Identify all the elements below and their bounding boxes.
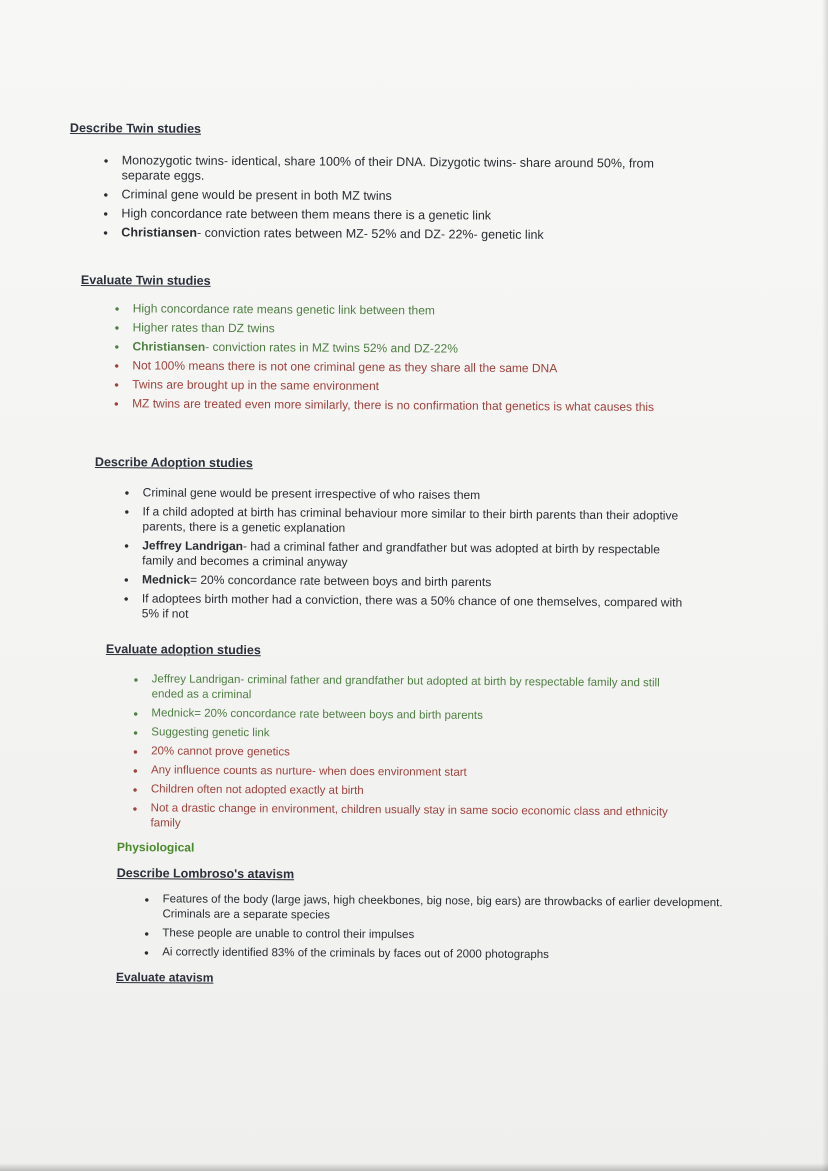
list-item: • Criminal gene would be present in both MZ twins xyxy=(100,187,690,206)
section-evaluate-adoption xyxy=(104,642,725,840)
section-evaluate-twin xyxy=(80,273,701,419)
heading-evaluate-adoption: Evaluate adoption studies xyxy=(105,642,261,658)
researcher-name: Jeffrey Landrigan xyxy=(142,538,244,554)
list-item xyxy=(99,225,689,244)
list-item: • MZ twins are treated even more similarly, there is no confirmation that genetics is what causes this xyxy=(110,396,672,415)
heading-describe-adoption: Describe Adoption studies xyxy=(94,455,253,471)
list-lombroso xyxy=(140,892,736,964)
list-item: • Children often not adopted exactly at birth xyxy=(129,782,725,802)
heading-describe-lombroso: Describe Lombroso's atavism xyxy=(116,865,295,882)
list-item: • Mednick= 20% concordance rate between boys and birth parents xyxy=(129,706,725,726)
page-bottom-shadow xyxy=(0,1163,828,1171)
list-item xyxy=(120,538,682,572)
category-physiological: Physiological xyxy=(116,840,195,855)
list-item: • Features of the body (large jaws, high cheekbones, big nose, big ears) are throwbacks of earlier development. Criminals are a separate species xyxy=(140,892,722,926)
section-describe-twin xyxy=(69,121,690,248)
list-item: • If adoptees birth mother had a conviction, there was a 50% chance of one themselves, compared with 5% if not xyxy=(120,591,702,626)
heading-describe-twin: Describe Twin studies xyxy=(69,121,202,136)
list-item: • Not a drastic change in environment, children usually stay in same socio economic class and ethnicity family xyxy=(129,801,691,835)
list-item: • Twins are brought up in the same environment xyxy=(110,377,700,396)
list-evaluate-adoption xyxy=(129,672,726,836)
list-item: • These people are unable to control their impulses xyxy=(140,926,736,945)
heading-evaluate-twin: Evaluate Twin studies xyxy=(80,273,211,288)
list-item xyxy=(110,339,700,358)
list-item: • High concordance rate means genetic link between them xyxy=(111,301,701,320)
researcher-name: Christiansen xyxy=(121,225,198,240)
list-item: • Any influence counts as nurture- when does environment start xyxy=(129,763,725,783)
researcher-name: Mednick xyxy=(141,572,191,587)
list-item: • Monozygotic twins- identical, share 100% of their DNA. Dizygotic twins- share around 50%, from separate eggs. xyxy=(100,153,682,187)
list-item: • If a child adopted at birth has criminal behaviour more similar to their birth parents than their adoptive parents, there is a genetic explanation xyxy=(120,504,702,539)
section-physiological xyxy=(116,840,737,988)
list-item-text: - had a criminal father and grandfather but was adopted at birth by respectable family and becomes a criminal anyway xyxy=(142,539,660,569)
list-item: • Not 100% means there is not one criminal gene as they share all the same DNA xyxy=(110,358,700,377)
list-item-text: = 20% concordance rate between boys and birth parents xyxy=(189,572,492,590)
list-item: • Higher rates than DZ twins xyxy=(111,320,701,339)
list-item: • Ai correctly identified 83% of the criminals by faces out of 2000 photographs xyxy=(140,945,736,964)
page-edge-shadow xyxy=(822,0,828,1171)
heading-evaluate-atavism: Evaluate atavism xyxy=(115,969,214,985)
list-evaluate-twin xyxy=(110,301,701,415)
list-describe-adoption xyxy=(120,485,715,626)
list-item xyxy=(120,572,714,592)
list-item: • High concordance rate between them means there is a genetic link xyxy=(99,206,689,225)
list-item: • Jeffrey Landrigan- criminal father and grandfather but adopted at birth by respectable family and still ended as a criminal xyxy=(130,672,692,706)
researcher-name: Christiansen xyxy=(132,339,206,354)
list-describe-twin xyxy=(99,153,690,244)
list-item: • Criminal gene would be present irrespective of who raises them xyxy=(121,485,715,505)
section-describe-adoption xyxy=(94,455,715,630)
list-item: • Suggesting genetic link xyxy=(129,725,725,745)
list-item-text: - conviction rates in MZ twins 52% and DZ-22% xyxy=(205,339,458,356)
list-item-text: - conviction rates between MZ- 52% and DZ- 22%- genetic link xyxy=(196,225,544,242)
list-item: • 20% cannot prove genetics xyxy=(129,744,725,764)
